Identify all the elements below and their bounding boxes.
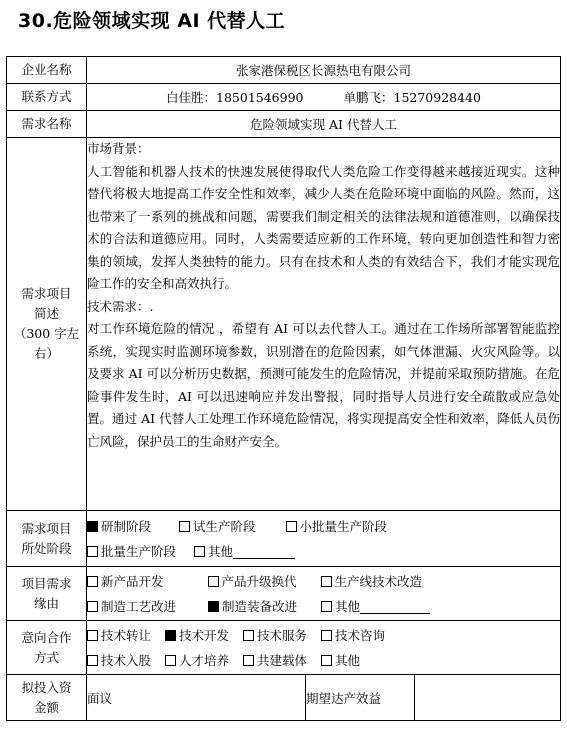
row-coop	[7, 621, 561, 675]
coop-label-line1: 意向合作	[21, 629, 72, 645]
source-option-4[interactable]	[87, 594, 176, 619]
stage-option-3[interactable]	[286, 514, 388, 539]
benefit-label: 期望达产效益	[306, 675, 415, 721]
brief-label-line4: 右）	[33, 346, 59, 361]
invest-label-line2: 金额	[33, 699, 59, 715]
contact-person-2: 单鹏飞：15270928440	[343, 90, 481, 105]
source-option-5-label: 制造装备改进	[222, 598, 298, 614]
row-brief	[7, 138, 561, 511]
stage-label-line1: 需求项目	[21, 520, 72, 536]
row-company	[7, 57, 561, 84]
source-option-3[interactable]	[321, 569, 423, 594]
source-option-6[interactable]	[321, 594, 430, 619]
company-value: 张家港保税区长源热电有限公司	[87, 57, 561, 84]
brief-tech-heading: 技术需求：.	[87, 298, 154, 314]
checkbox-icon[interactable]	[321, 601, 332, 612]
coop-option-2[interactable]	[165, 623, 229, 648]
coop-option-2-label: 技术开发	[179, 627, 230, 643]
source-option-3-label: 生产线技术改造	[334, 573, 423, 589]
row-stage	[7, 511, 561, 567]
demand-form-table	[6, 56, 561, 721]
checkbox-icon[interactable]	[165, 655, 176, 666]
coop-option-5[interactable]	[87, 648, 151, 673]
stage-option-1[interactable]	[87, 514, 151, 539]
checkbox-icon[interactable]	[87, 576, 98, 587]
checkbox-checked-icon[interactable]	[87, 521, 98, 532]
row-need-name	[7, 111, 561, 138]
stage-label	[7, 511, 87, 567]
coop-option-1-label: 技术转让	[101, 627, 152, 643]
checkbox-icon[interactable]	[321, 630, 332, 641]
checkbox-icon[interactable]	[321, 576, 332, 587]
company-label: 企业名称	[7, 57, 87, 84]
checkbox-icon[interactable]	[243, 655, 254, 666]
stage-option-5[interactable]	[194, 539, 295, 564]
source-option-4-label: 制造工艺改进	[101, 598, 177, 614]
stage-option-3-label: 小批量生产阶段	[299, 518, 388, 534]
brief-tech-text: 对工作环境危险的情况 ，希望有 AI 可以去代替人工。通过在工作场所部署智能监控系统，实现实时监测环境参数，识别潜在的危险因素，如气体泄漏、火灾风险等。以及要求 AI 可以分析历史数据，预测可能发生的危险情况，并提前采取预防措施。在危险事件发生时，AI 可以迅速响应并发出警报，同时指导人员进行安全疏散或应急处置。通过 AI 代替人工处理工作环境危险情况，将实现提高安全性和效率，降低人员伤亡风险，保护员工的生命财产安全。	[87, 321, 560, 449]
checkbox-icon[interactable]	[87, 546, 98, 557]
source-option-1[interactable]	[87, 569, 164, 594]
row-source	[7, 567, 561, 621]
brief-market-text: 人工智能和机器人技术的快速发展使得取代人类危险工作变得越来越接近现实。这种替代将极大地提高工作安全性和效率，减少人类在危险环境中面临的风险。然而，这也带来了一系列的挑战和问题，需要我们制定相关的法律法规和道德准则，以确保技术的合法和道德应用。同时，人类需要适应新的工作环境，转向更加创造性和智力密集的领域，发挥人类独特的能力。只有在技术和人类的有效结合下，我们才能实现危险工作的安全和高效执行。	[87, 163, 560, 291]
source-option-6-label: 其他	[335, 598, 361, 614]
checkbox-icon[interactable]	[243, 630, 254, 641]
checkbox-icon[interactable]	[208, 576, 219, 587]
stage-option-4[interactable]	[87, 539, 176, 564]
stage-option-2-label: 试生产阶段	[193, 518, 256, 534]
contact-value	[87, 84, 561, 111]
source-other-blank[interactable]	[360, 599, 430, 614]
checkbox-icon[interactable]	[87, 601, 98, 612]
source-option-1-label: 新产品开发	[101, 573, 164, 589]
checkbox-icon[interactable]	[321, 655, 332, 666]
coop-option-6-label: 人才培养	[179, 652, 230, 668]
contact-label: 联系方式	[7, 84, 87, 111]
source-label	[7, 567, 87, 621]
row-invest	[7, 675, 561, 721]
stage-other-blank[interactable]	[233, 544, 295, 559]
coop-option-4[interactable]	[321, 623, 385, 648]
row-contact	[7, 84, 561, 111]
need-name-label: 需求名称	[7, 111, 87, 138]
invest-value[interactable]: 面议	[87, 675, 306, 721]
source-label-line2: 缘由	[33, 595, 59, 611]
checkbox-icon[interactable]	[286, 521, 297, 532]
stage-label-line2: 所处阶段	[21, 540, 72, 556]
brief-label-line1: 需求项目	[21, 286, 72, 301]
brief-label	[7, 138, 87, 511]
coop-option-7-label: 共建载体	[257, 652, 308, 668]
checkbox-checked-icon[interactable]	[165, 630, 176, 641]
coop-option-7[interactable]	[243, 648, 307, 673]
invest-label-line1: 拟投入资	[21, 679, 72, 695]
brief-label-line3: （300 字左	[13, 326, 80, 341]
contact-person-1: 白佳胜：18501546990	[166, 90, 304, 105]
coop-label	[7, 621, 87, 675]
coop-option-8[interactable]	[321, 648, 360, 673]
coop-option-3-label: 技术服务	[257, 627, 308, 643]
stage-options	[87, 511, 561, 567]
coop-option-1[interactable]	[87, 623, 151, 648]
stage-option-4-label: 批量生产阶段	[101, 543, 177, 559]
stage-option-2[interactable]	[179, 514, 256, 539]
page-title: 30.危险领域实现 AI 代替人工	[18, 10, 286, 32]
coop-option-6[interactable]	[165, 648, 229, 673]
brief-label-line2: 简述	[33, 306, 59, 321]
checkbox-icon[interactable]	[194, 546, 205, 557]
source-option-2[interactable]	[208, 569, 297, 594]
stage-option-1-label: 研制阶段	[101, 518, 152, 534]
checkbox-icon[interactable]	[87, 630, 98, 641]
coop-label-line2: 方式	[33, 649, 59, 665]
brief-content	[87, 138, 561, 511]
coop-option-5-label: 技术入股	[101, 652, 152, 668]
invest-label	[7, 675, 87, 721]
need-name-value: 危险领域实现 AI 代替人工	[87, 111, 561, 138]
coop-option-4-label: 技术咨询	[335, 627, 386, 643]
checkbox-checked-icon[interactable]	[208, 601, 219, 612]
source-option-2-label: 产品升级换代	[221, 573, 297, 589]
coop-options	[87, 621, 561, 675]
checkbox-icon[interactable]	[87, 655, 98, 666]
coop-option-3[interactable]	[243, 623, 307, 648]
coop-option-8-label: 其他	[335, 652, 361, 668]
brief-market-heading: 市场背景：	[87, 141, 150, 156]
source-options	[87, 567, 561, 621]
benefit-value[interactable]	[415, 675, 561, 721]
stage-option-5-label: 其他	[208, 543, 234, 559]
source-label-line1: 项目需求	[21, 575, 72, 591]
checkbox-icon[interactable]	[179, 521, 190, 532]
source-option-5[interactable]	[208, 594, 297, 619]
